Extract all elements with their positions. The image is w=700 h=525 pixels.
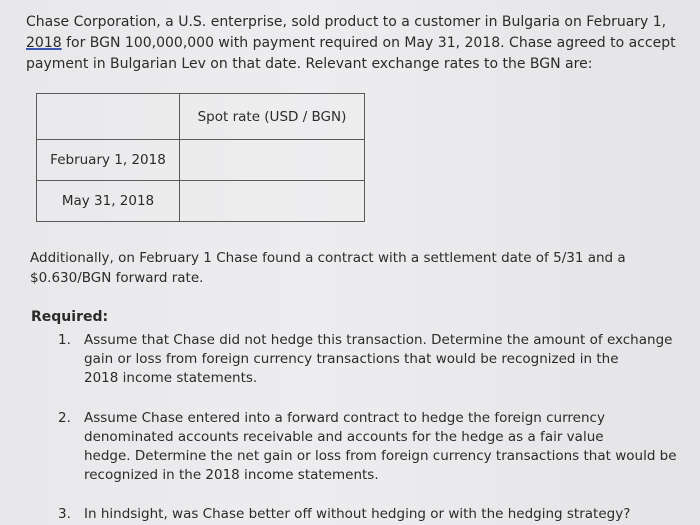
- intro-paragraph: [26, 12, 691, 75]
- exchange-rates-table: [36, 93, 365, 222]
- table-row: [37, 181, 365, 222]
- table-header-blank-cell: [37, 94, 180, 140]
- underlined-year: 2018: [26, 35, 62, 51]
- additional-paragraph: [30, 248, 690, 288]
- item-line: In hindsight, was Chase better off without hedging or with the hedging strategy?: [84, 506, 631, 522]
- intro-line-rest: for BGN 100,000,000 with payment required on May 31, 2018. Chase agreed to accept: [61, 35, 676, 51]
- item-line: recognized in the 2018 income statements.: [84, 467, 379, 483]
- item-line: gain or loss from foreign currency transactions that would be recognized in the: [84, 351, 619, 367]
- table-cell-date: May 31, 2018: [37, 181, 180, 222]
- item-number: 2.: [58, 410, 71, 426]
- required-heading: Required:: [31, 309, 109, 325]
- intro-line: [26, 33, 691, 54]
- table-header-spot-rate: Spot rate (USD / BGN): [180, 94, 365, 140]
- intro-line: Chase Corporation, a U.S. enterprise, sold product to a customer in Bulgaria on February 1,: [26, 14, 667, 30]
- item-number: 1.: [58, 332, 71, 348]
- intro-line: payment in Bulgarian Lev on that date. Relevant exchange rates to the BGN are:: [26, 56, 593, 72]
- table-row: [37, 140, 365, 181]
- table-header-row: [37, 94, 365, 140]
- item-number: 3.: [58, 506, 71, 522]
- item-line: 2018 income statements.: [84, 370, 258, 386]
- additional-line: $0.630/BGN forward rate.: [30, 270, 204, 286]
- item-line: denominated accounts receivable and accounts for the hedge as a fair value: [84, 429, 604, 445]
- item-text: [84, 331, 694, 388]
- item-line: hedge. Determine the net gain or loss from foreign currency transactions that would be: [84, 448, 677, 464]
- additional-line: Additionally, on February 1 Chase found a contract with a settlement date of 5/31 and a: [30, 250, 626, 266]
- item-line: Assume Chase entered into a forward contract to hedge the foreign currency: [84, 410, 605, 426]
- table-cell-rate: [180, 140, 365, 181]
- table-cell-rate: [180, 181, 365, 222]
- item-line: Assume that Chase did not hedge this transaction. Determine the amount of exchange: [84, 332, 673, 348]
- item-text: [84, 505, 694, 524]
- item-text: [84, 409, 694, 485]
- table-cell-date: February 1, 2018: [37, 140, 180, 181]
